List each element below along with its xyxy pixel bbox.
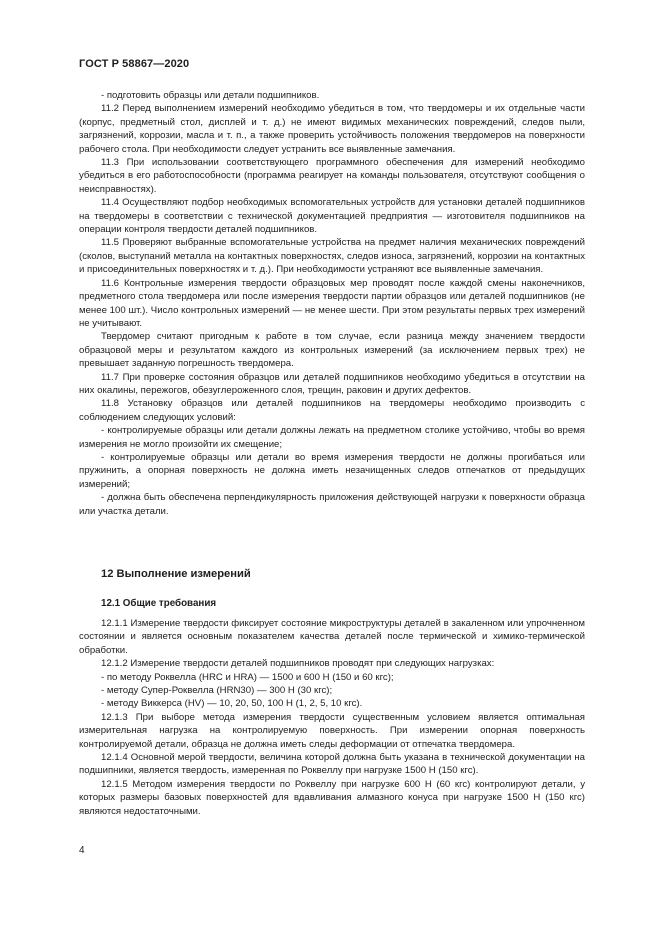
paragraph: - должна быть обеспечена перпендикулярность приложения действующей нагрузки к поверхности образца или участка детали. bbox=[79, 492, 585, 517]
body-text-top bbox=[79, 89, 585, 518]
section-title: 12 Выполнение измерений bbox=[101, 568, 251, 580]
paragraph: 11.8 Установку образцов или деталей подшипников на твердомеры необходимо производить с соблюдением следующих условий: bbox=[79, 398, 585, 423]
page-number: 4 bbox=[79, 845, 85, 856]
paragraph: 11.3 При использовании соответствующего программного обеспечения для измерений необходимо убедиться в его работоспособности (программа реагирует на команды пользователя, отсутствуют сообщения о неисправностях). bbox=[79, 157, 585, 195]
paragraph: 12.1.3 При выборе метода измерения твердости существенным условием является оптимальная измерительная нагрузка на контролируемую поверхность. При измерении опорная поверхность контролируемой детали, образца не должна иметь следы деформации от отпечатка твердомера. bbox=[79, 711, 585, 750]
paragraph: 11.5 Проверяют выбранные вспомогательные устройства на предмет наличия механических повреждений (сколов, выступаний металла на контактных поверхностях, следов износа, загрязнений, коррозии на контактных и присоединительных поверхностях и т. д.). При необходимости устраняют все выявленные замечания. bbox=[79, 237, 585, 276]
paragraph: - методу Виккерса (HV) — 10, 20, 50, 100 Н (1, 2, 5, 10 кгс). bbox=[101, 698, 363, 710]
paragraph: 11.6 Контрольные измерения твердости образцовых мер проводят после каждой смены наконечников, предметного стола твердомера или после измерения твердости партии образцов или деталей подшипников (не менее 100 шт.). Число контрольных измерений — не менее шести. При этом результаты первых трех измерений не учитывают. bbox=[79, 277, 585, 329]
subsection-title: 12.1 Общие требования bbox=[101, 598, 217, 609]
paragraph: 12.1.1 Измерение твердости фиксирует состояние микроструктуры деталей в закаленном или упрочненном состоянии и является основным показателем качества деталей после термической и химико-термической обработки. bbox=[79, 618, 585, 656]
paragraph: 11.4 Осуществляют подбор необходимых вспомогательных устройств для установки деталей подшипников на твердомеры в соответствии с технической документацией предприятия — изготовителя подшипников на операции контроля твердости деталей подшипников. bbox=[79, 197, 585, 236]
paragraph: 12.1.2 Измерение твердости деталей подшипников проводят при следующих нагрузках: bbox=[101, 658, 495, 670]
paragraph: 11.7 При проверке состояния образцов или деталей подшипников необходимо убедиться в отсутствии на них окалины, пережогов, обезуглероженного слоя, трещин, раковин и других дефектов. bbox=[79, 371, 585, 396]
paragraph: - методу Супер-Роквелла (HRN30) — 300 Н (30 кгс); bbox=[101, 685, 333, 697]
paragraph: 12.1.5 Методом измерения твердости по Роквеллу при нагрузке 600 Н (60 кгс) контролируют детали, у которых размеры базовых поверхностей для вдавливания алмазного конуса при нагрузке 1500 Н (150 кгс) являются недостаточными. bbox=[79, 778, 585, 817]
document-header: ГОСТ Р 58867—2020 bbox=[79, 58, 190, 70]
paragraph: Твердомер считают пригодным к работе в том случае, если разница между значением твердости образцовой меры и результатом каждого из контрольных измерений (за исключением первых трех) не превышает заданную погрешность твердомера. bbox=[79, 331, 585, 370]
paragraph: - по методу Роквелла (HRC и HRA) — 1500 и 600 Н (150 и 60 кгс); bbox=[101, 671, 394, 683]
paragraph: 11.2 Перед выполнением измерений необходимо убедиться в том, что твердомеры и их отдельные части (корпус, предметный стол, дисплей и т. д.) не имеют видимых механических повреждений, следов пыли, загрязнений, коррозии, масла и т. п., а также проверить устойчивость положения твердомеров на поверхности рабочего стола. При необходимости следует устранить все выявленные замечания. bbox=[79, 103, 585, 155]
paragraph: - контролируемые образцы или детали во время измерения твердости не должны прогибаться или пружинить, а опорная поверхность не должна иметь незачищенных следов отпечатков от предыдущих измерений; bbox=[79, 451, 585, 490]
paragraph: - контролируемые образцы или детали должны лежать на предметном столике устойчиво, чтобы во время измерения не могло произойти их смещение; bbox=[79, 425, 585, 450]
paragraph: 12.1.4 Основной мерой твердости, величина которой должна быть указана в технической документации на подшипники, является твердость, измеренная по Роквеллу при нагрузке 1500 Н (150 кгс). bbox=[79, 752, 585, 777]
body-text-bottom bbox=[79, 617, 585, 818]
paragraph: - подготовить образцы или детали подшипников. bbox=[101, 90, 320, 101]
